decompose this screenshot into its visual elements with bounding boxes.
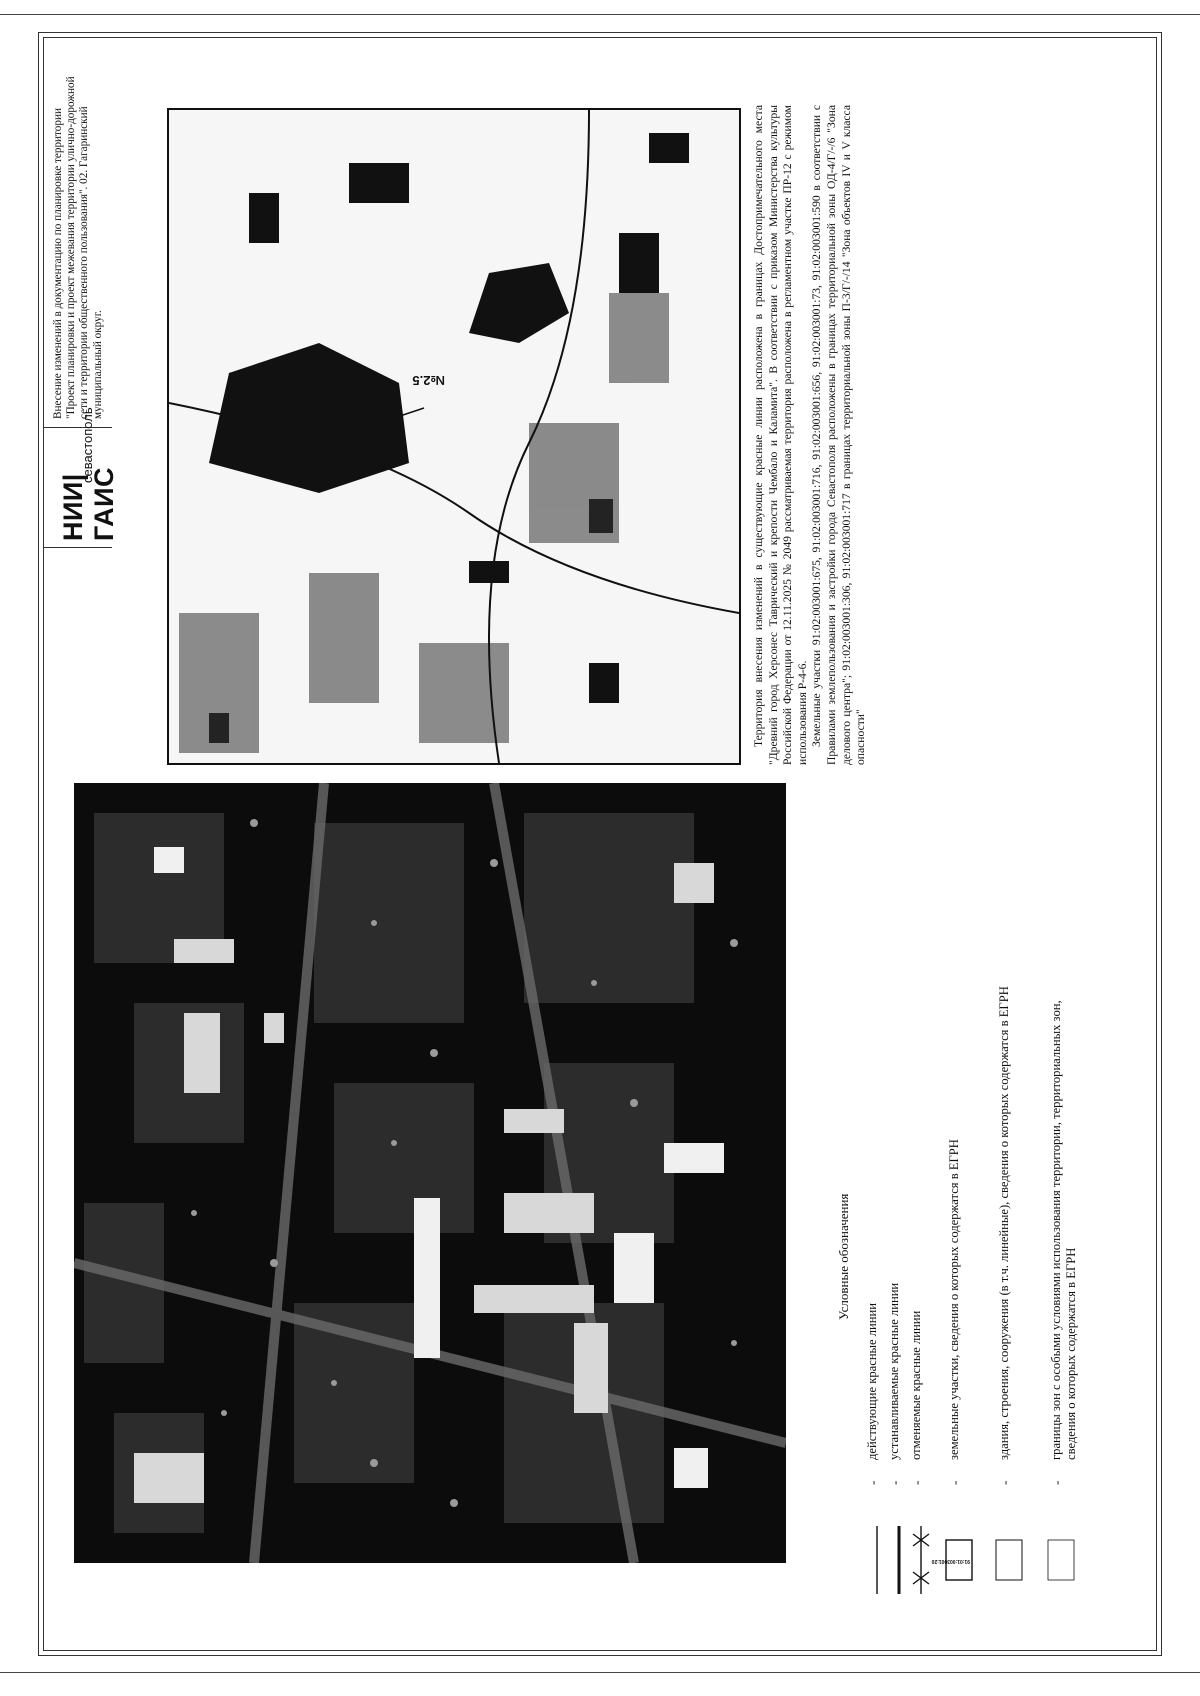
legend-label: устанавливаемые красные линии (887, 1282, 901, 1460)
rotated-sheet-content (44, 64, 1112, 1620)
title-block (44, 64, 119, 548)
legend-label: действующие красные линии (865, 1302, 879, 1460)
legend-item-buildings: - здания, строения, сооружения (в т.ч. линейные), сведения о которых содержатся в ЕГРН (994, 960, 1024, 1600)
legend-label: земельные участки, сведения о которых содержатся в ЕГРН (947, 1139, 961, 1460)
legend-item-zone-boundaries: - границы зон с особыми условиями использования территории, территориальных зон, сведения о которых содержатся в ЕГРН (1046, 960, 1076, 1600)
legend-title: Условные обозначения (836, 1193, 851, 1320)
inset-site-label: №2.5 (412, 373, 445, 388)
overview-inset-drawing (169, 110, 739, 763)
legend-label: границы зон с особыми условиями использования территории, территориальных зон, сведения о которых содержатся в ЕГРН (1049, 1000, 1078, 1460)
aerial-photo-drawing (74, 783, 786, 1563)
map-sheet (38, 32, 1162, 1656)
overview-inset-map (167, 108, 741, 765)
description-paragraph-2: Земельные участки 91:02:003001:675, 91:02:003001:716, 91:02:003001:656, 91:02:003001:73, 91:02:003001:590 в соответствии с Правилами землепользования и застройки города Севастополя расположены в границах территориальной зоны ОД-4/Г/-/6 "Зона делового центра"; 91:02:003001:306, 91:02:003001:717 в границах территориальной зоны П-3/Г/-/14 "Зона объектов IV и V класса опасности" (810, 105, 868, 765)
site-description (752, 105, 869, 765)
building-symbol (994, 1520, 1024, 1600)
description-paragraph-1: Территория внесения изменений в существующие красные линии расположена в границах Достопримечательного места "Древний город Херсонес Таврический и крепости Чембало и Каламита". В соответствии с приказом Министерства культуры Российской Федерации от 12.11.2025 № 2049 рассматриваемая территория расположена в регламентном участке ПР-12 с режимом использования Р-4-6. (752, 105, 809, 765)
title-block-description: Внесение изменений в документацию по планировке территории "Проект планировки и проект межевания территории улично-дорожной сети и территории общественного пользования". 02. Гагаринский муниципальный округ. (52, 76, 104, 419)
logo-main-text: НИИ|ГАИС (58, 466, 119, 541)
page-top-rule (0, 14, 1200, 15)
nii-gais-logo (44, 407, 119, 547)
aerial-photo (74, 783, 786, 1563)
zone-boundary-symbol (1046, 1520, 1076, 1600)
map-frame (43, 37, 1157, 1651)
legend-item-new-red-lines: - устанавливаемые красные линии (884, 960, 914, 1600)
legend-item-existing-red-lines: - действующие красные линии (862, 960, 892, 1600)
legend-label: здания, строения, сооружения (в т.ч. линейные), сведения о которых содержатся в ЕГРН (997, 986, 1011, 1460)
legend-label: отменяемые красные линии (909, 1310, 923, 1460)
legend-item-land-plots: 91:01:003001:20 - земельные участки, сведения о которых содержатся в ЕГРН (944, 960, 974, 1600)
legend-item-cancelled-red-lines: - отменяемые красные линии (906, 960, 936, 1600)
page-bottom-rule (0, 1672, 1200, 1673)
logo-sub-text: севастополь (80, 407, 95, 483)
land-plot-symbol-label: 91:01:003001:20 (931, 1558, 970, 1564)
